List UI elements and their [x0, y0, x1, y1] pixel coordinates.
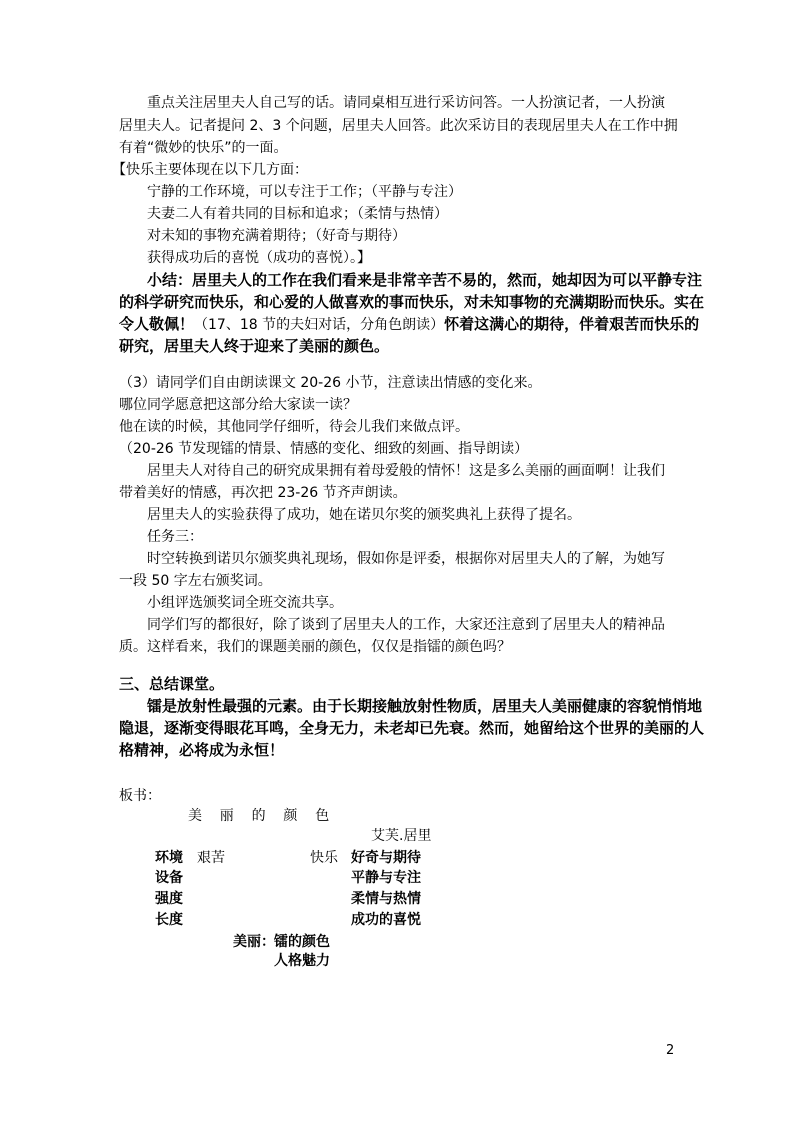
summary-text: 怀着这满心的期待，伴着艰苦而快乐的 [444, 315, 700, 333]
board-left-item: 强度 [155, 891, 183, 907]
conclusion-line: 格精神，必将成为永恒！ [119, 741, 285, 759]
paragraph-line: （20-26 节发现镭的情景、情感的变化、细致的刻画、指导朗读） [119, 441, 529, 457]
board-author: 艾芙.居里 [371, 828, 432, 844]
paragraph-line: 居里夫人对待自己的研究成果拥有着母爱般的情怀！这是多么美丽的画面啊！让我们 [147, 463, 665, 479]
summary-text: 令人敬佩！ [119, 315, 195, 333]
board-beauty-label: 美丽： [233, 934, 275, 950]
conclusion-line: 镭是放射性最强的元素。由于长期接触放射性物质，居里夫人美丽健康的容貌悄悄地 [147, 697, 703, 715]
list-item: 对未知的事物充满着期待；（好奇与期待） [147, 228, 406, 244]
paragraph-line: （3）请同学们自由朗读课文 20-26 小节，注意读出情感的变化来。 [119, 375, 542, 391]
board-left-item: 环境 [155, 850, 183, 866]
board-right-item: 平静与专注 [351, 870, 421, 886]
paragraph-line: 居里夫人的实验获得了成功，她在诺贝尔奖的颁奖典礼上获得了提名。 [147, 507, 581, 523]
paragraph-line: 任务三： [147, 529, 203, 545]
board-joy: 快乐 [310, 850, 338, 866]
paragraph-line: 带着美好的情感，再次把 23-26 节齐声朗读。 [119, 485, 407, 501]
list-item: 获得成功后的喜悦（成功的喜悦）。】 [147, 250, 371, 266]
list-heading: 【快乐主要体现在以下几方面： [112, 162, 308, 178]
paragraph-line: 同学们写的都很好，除了谈到了居里夫人的工作，大家还注意到了居里夫人的精神品 [147, 617, 665, 633]
paragraph-line: 小组评选颁奖词全班交流共享。 [147, 595, 343, 611]
paragraph-line: 居里夫人。记者提问 2、3 个问题，居里夫人回答。此次采访目的表现居里夫人在工作中拥 [119, 118, 678, 134]
section-title: 三、总结课堂。 [119, 675, 225, 693]
paragraph-line: 有着“微妙的快乐”的一面。 [119, 140, 288, 156]
board-right-item: 柔情与热情 [351, 891, 421, 907]
board-title: 美 丽 的 颜 色 [188, 808, 330, 824]
paragraph-line: 哪位同学愿意把这部分给大家读一读？ [119, 397, 357, 413]
paragraph-line: 质。这样看来，我们的课题美丽的颜色，仅仅是指镭的颜色吗？ [119, 639, 511, 655]
paragraph-line: 他在读的时候，其他同学仔细听，待会儿我们来做点评。 [119, 419, 469, 435]
summary-line: 研究，居里夫人终于迎来了美丽的颜色。 [119, 337, 390, 355]
paragraph-line: 一段 50 字左右颁奖词。 [119, 573, 272, 589]
summary-line [119, 314, 699, 335]
board-beauty-item: 人格魅力 [274, 953, 330, 969]
paragraph-line: 时空转换到诺贝尔颁奖典礼现场，假如你是评委，根据你对居里夫人的了解，为她写 [147, 551, 665, 567]
summary-note: （17、18 节的夫妇对话，分角色朗读） [194, 317, 445, 333]
paragraph-line: 重点关注居里夫人自己写的话。请同桌相互进行采访问答。一人扮演记者，一人扮演 [147, 95, 665, 111]
board-left-item: 长度 [155, 912, 183, 928]
board-right-item: 成功的喜悦 [351, 912, 421, 928]
page-number: 2 [666, 1043, 675, 1058]
board-right-item: 好奇与期待 [351, 850, 421, 866]
list-item: 宁静的工作环境，可以专注于工作；（平静与专注） [147, 184, 462, 200]
list-item: 夫妻二人有着共同的目标和追求；（柔情与热情） [147, 206, 448, 222]
board-label: 板书： [119, 788, 161, 804]
board-beauty-item: 镭的颜色 [274, 934, 330, 950]
board-hard: 艰苦 [197, 850, 225, 866]
summary-line: 小结：居里夫人的工作在我们看来是非常辛苦不易的，然而，她却因为可以平静专注 [147, 271, 703, 289]
summary-line: 的科学研究而快乐，和心爱的人做喜欢的事而快乐，对未知事物的充满期盼而快乐。实在 [119, 293, 705, 311]
conclusion-line: 隐退，逐渐变得眼花耳鸣，全身无力，未老却已先衰。然而，她留给这个世界的美丽的人 [119, 719, 705, 737]
board-left-item: 设备 [155, 870, 183, 886]
